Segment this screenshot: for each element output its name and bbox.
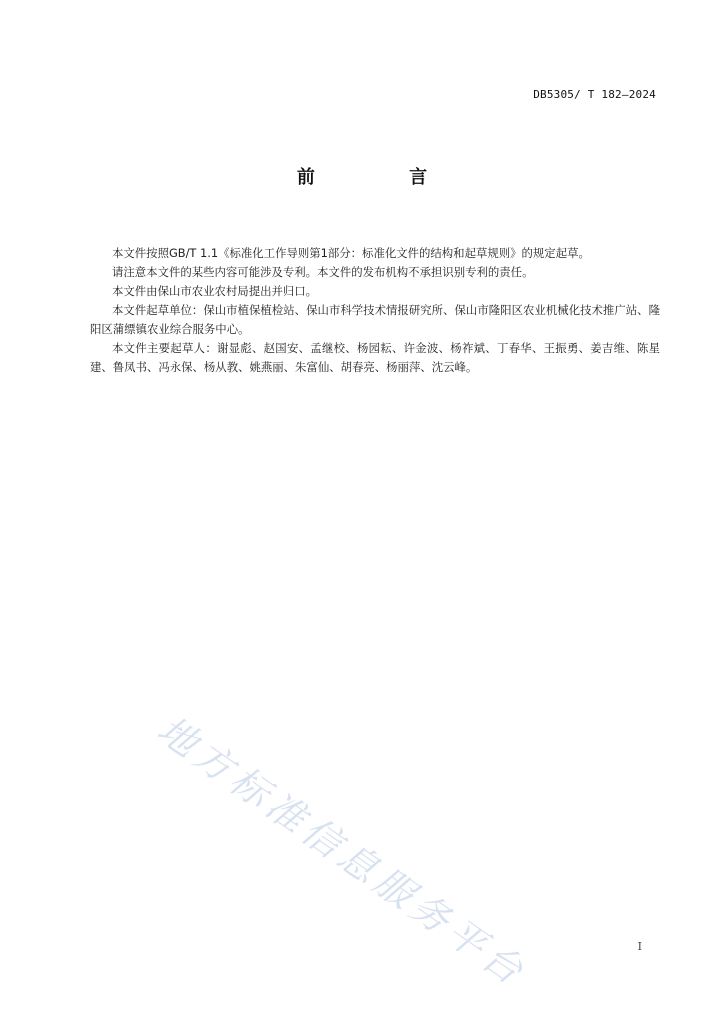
page-number: I	[637, 940, 642, 953]
document-code: DB5305/ T 182—2024	[533, 88, 656, 101]
watermark: 地方标准信息服务平台	[149, 707, 536, 996]
paragraph-proposer: 本文件由保山市农业农村局提出并归口。	[112, 284, 318, 298]
paragraph-drafters: 本文件主要起草人：谢显彪、赵国安、孟继校、杨园耘、许金波、杨祚斌、丁春华、王振勇、姜吉维、陈星建、鲁凤书、冯永保、杨从教、姚燕丽、朱富仙、胡春亮、杨丽萍、沈云峰。	[90, 341, 660, 374]
paragraph-patent-notice: 请注意本文件的某些内容可能涉及专利。本文件的发布机构不承担识别专利的责任。	[112, 265, 534, 279]
page-title: 前 言	[296, 167, 472, 188]
paragraph-drafting-basis: 本文件按照GB/T 1.1《标准化工作导则第1部分：标准化文件的结构和起草规则》的规定起草。	[112, 246, 590, 260]
document-body	[90, 244, 660, 377]
paragraph-drafting-units: 本文件起草单位：保山市植保植检站、保山市科学技术情报研究所、保山市隆阳区农业机械化技术推广站、隆阳区蒲缥镇农业综合服务中心。	[90, 303, 660, 336]
